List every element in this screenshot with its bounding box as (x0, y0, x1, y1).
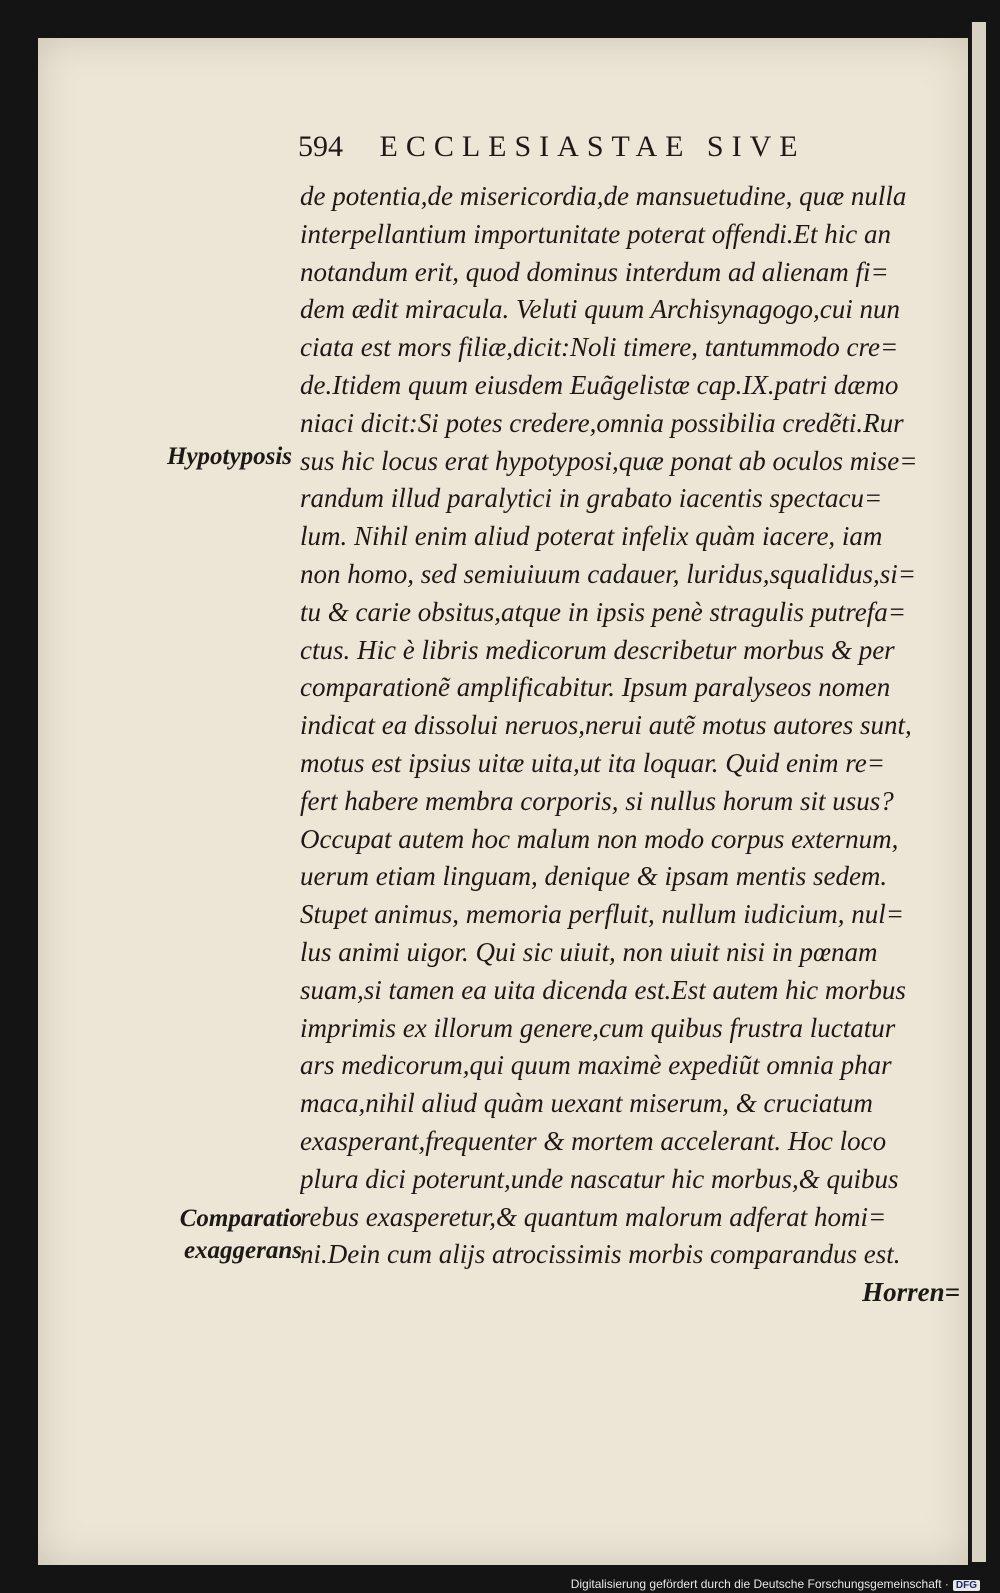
digitization-footer (571, 1577, 980, 1591)
text-line: comparationẽ amplificabitur. Ipsum paralyseos nomen (300, 672, 891, 703)
text-line: suam,si tamen ea uita dicenda est.Est autem hic morbus (300, 974, 906, 1005)
text-line: lus animi uigor. Qui sic uiuit, non uiuit nisi in pœnam (300, 936, 878, 967)
text-line: sus hic locus erat hypotyposi,quæ ponat ab oculos mise= (300, 445, 918, 476)
text-line: indicat ea dissolui neruos,nerui autẽ motus autores sunt, (300, 710, 912, 741)
text-line: randum illud paralytici in grabato iacentis spectacu= (300, 483, 883, 514)
text-line: exasperant,frequenter & mortem accelerant. Hoc loco (300, 1125, 887, 1156)
text-line: plura dici poterunt,unde nascatur hic morbus,& quibus (300, 1163, 899, 1194)
text-line: notandum erit, quod dominus interdum ad alienam fi= (300, 256, 889, 287)
text-line: interpellantium importunitate poterat offendi.Et hic an (300, 218, 891, 249)
dfg-logo: DFG (953, 1580, 980, 1591)
margin-note-hypotyposis: Hypotyposis (167, 443, 292, 470)
text-line: uerum etiam linguam, denique & ipsam mentis sedem. (300, 861, 888, 892)
text-line: Stupet animus, memoria perfluit, nullum iudicium, nul= (300, 899, 904, 930)
text-line: ni.Dein cum alijs atrocissimis morbis comparandus est. (300, 1239, 901, 1270)
text-line: fert habere membra corporis, si nullus horum sit usus? (300, 785, 894, 816)
margin-note-comparatio (152, 1203, 302, 1267)
text-line: ciata est mors filiæ,dicit:Noli timere, tantummodo cre= (300, 332, 899, 363)
running-title: ECCLESIASTAE SIVE (379, 130, 806, 163)
text-line: motus est ipsius uitæ uita,ut ita loquar. Quid enim re= (300, 747, 885, 778)
text-line: Occupat autem hoc malum non modo corpus externum, (300, 823, 899, 854)
catchword: Horren= (862, 1277, 960, 1308)
margin-note-line: Comparatio (179, 1205, 302, 1232)
margin-note-line: exaggerans (183, 1237, 302, 1264)
text-line: non homo, sed semiuiuum cadauer, luridus,squalidus,si= (300, 558, 916, 589)
text-line: lum. Nihil enim aliud poterat infelix quàm iacere, iam (300, 521, 883, 552)
text-line: tu & carie obsitus,atque in ipsis penè stragulis putrefa= (300, 596, 906, 627)
text-line: ctus. Hic è libris medicorum describetur morbus & per (300, 634, 895, 665)
text-line: ars medicorum,qui quum maximè expediũt omnia phar (300, 1050, 892, 1081)
text-line: niaci dicit:Si potes credere,omnia possibilia credẽti.Rur (300, 407, 904, 438)
footer-credit: Digitalisierung gefördert durch die Deutsche Forschungsgemeinschaft · (570, 1577, 949, 1591)
body-text (300, 178, 960, 1312)
page-edge (970, 22, 986, 1562)
text-line: de potentia,de misericordia,de mansuetudine, quæ nulla (300, 181, 907, 211)
text-line: imprimis ex illorum genere,cum quibus frustra luctatur (300, 1012, 896, 1043)
text-line: rebus exasperetur,& quantum malorum adferat homi= (300, 1201, 887, 1232)
text-line: dem ædit miracula. Veluti quum Archisynagogo,cui nun (300, 294, 900, 325)
text-line: de.Itidem quum eiusdem Euãgelistæ cap.IX.patri dæmo (300, 369, 899, 400)
running-header (298, 130, 898, 164)
text-line: maca,nihil aliud quàm uexant miserum, & cruciatum (300, 1088, 873, 1119)
page-number: 594 (298, 130, 343, 163)
